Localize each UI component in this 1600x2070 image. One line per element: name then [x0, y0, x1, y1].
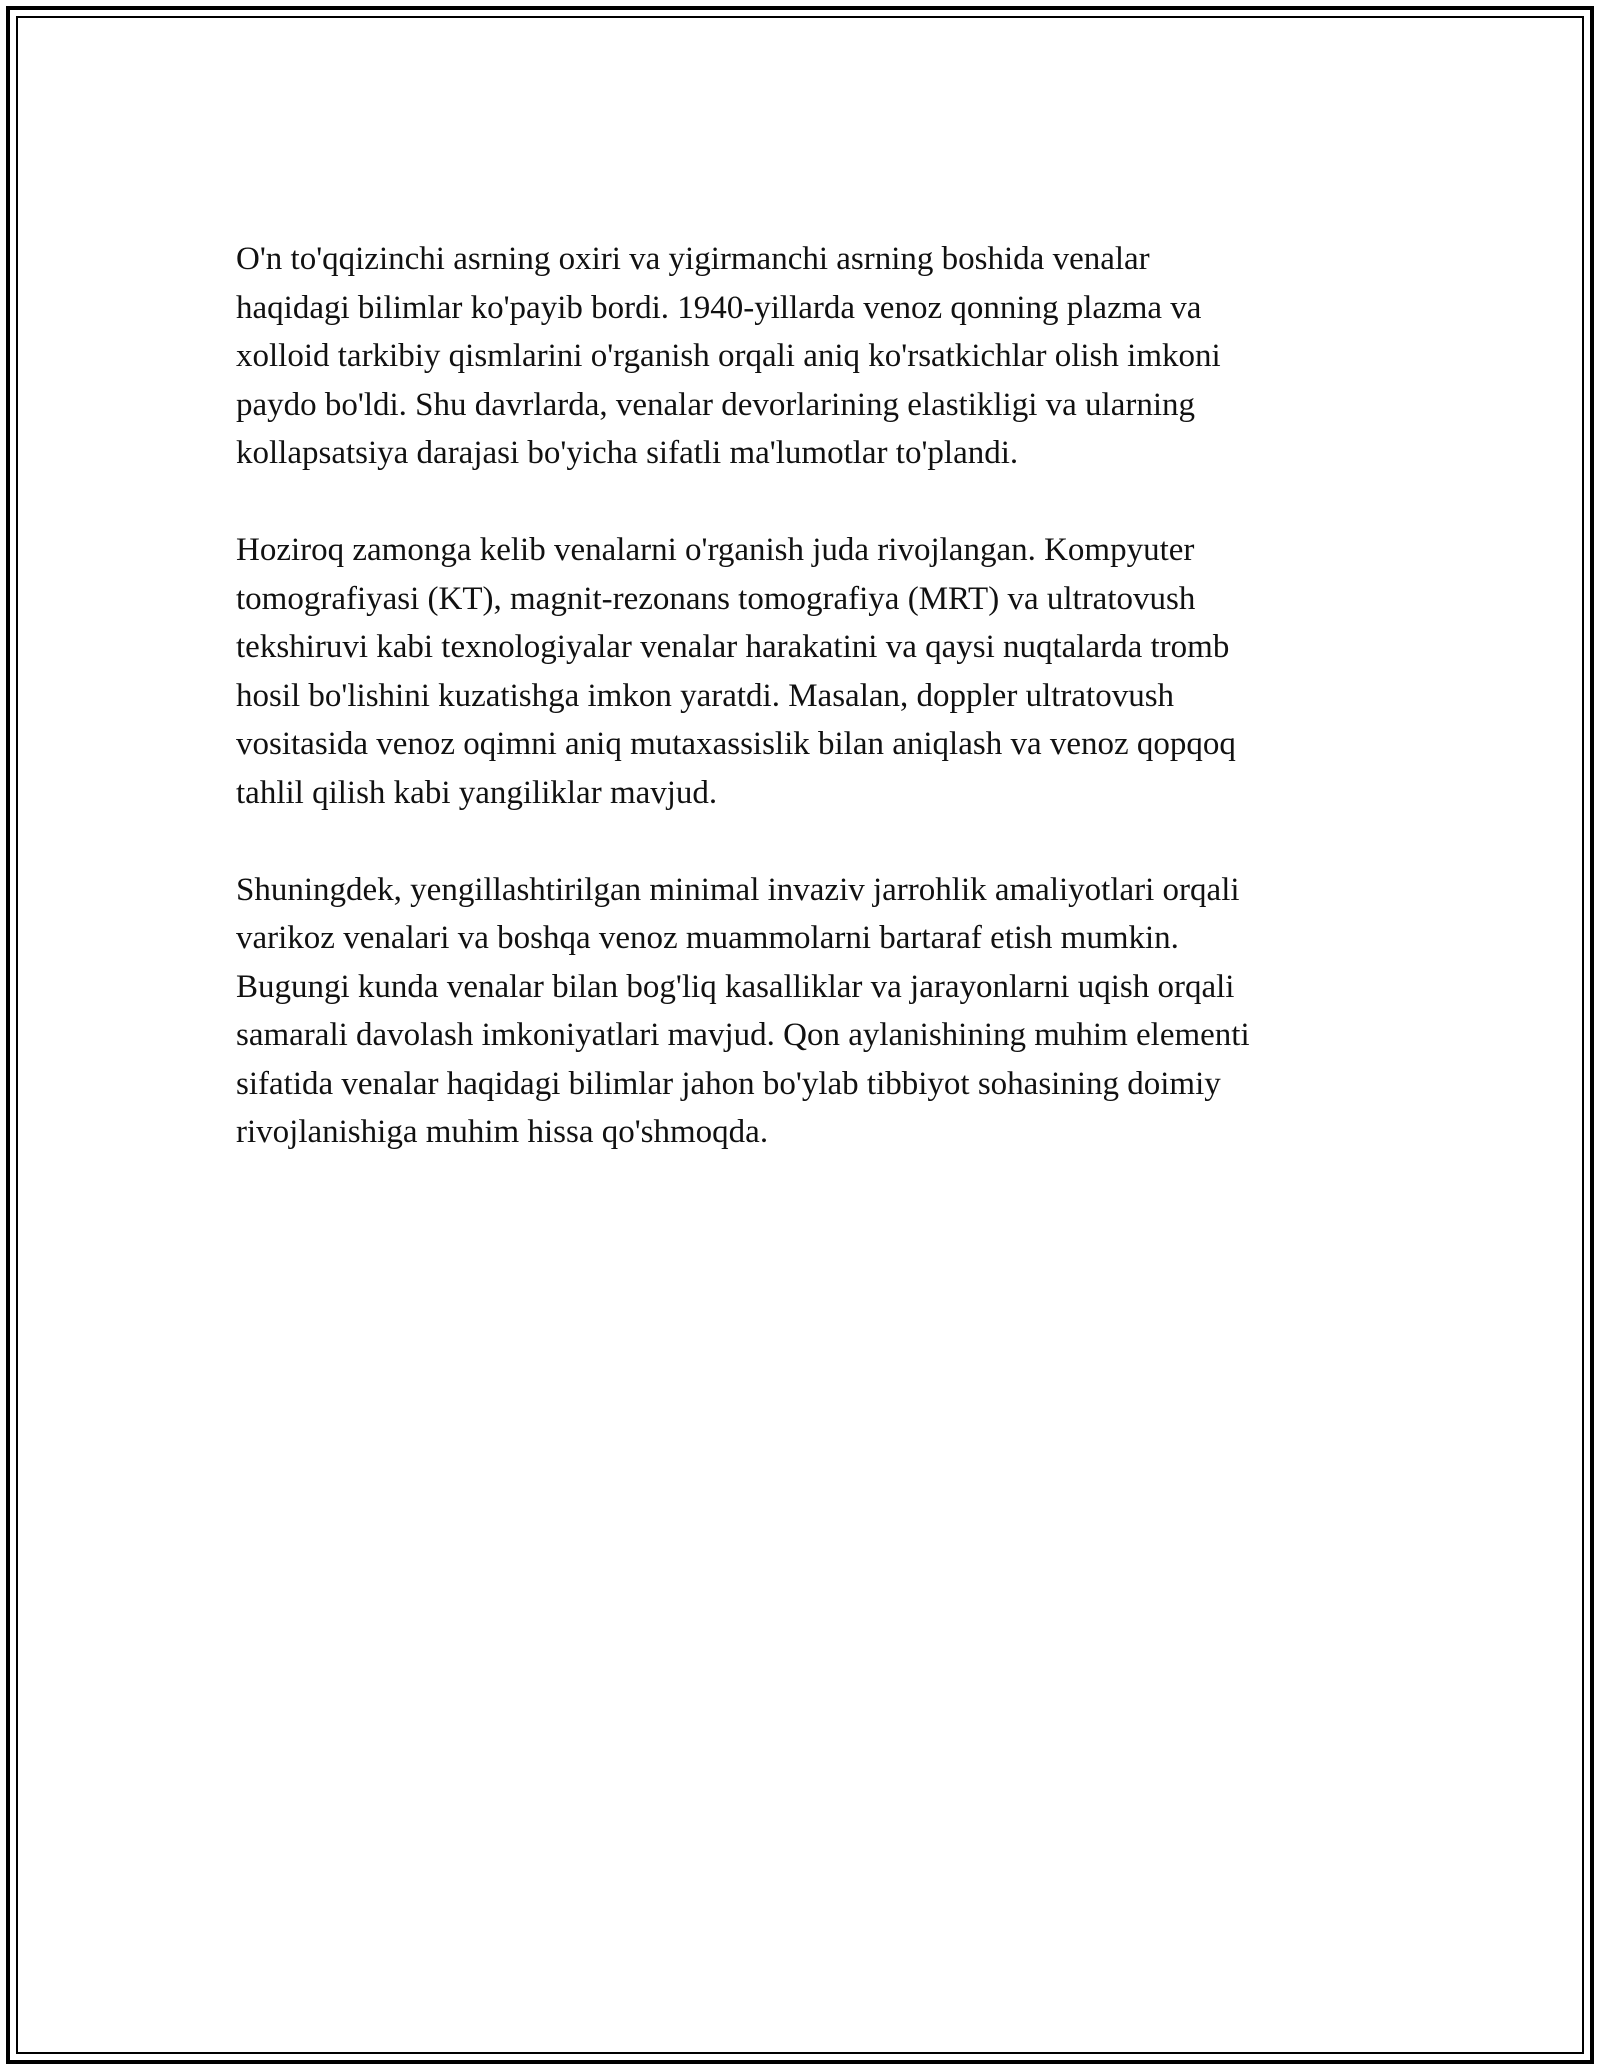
text-line: varikoz venalari va boshqa venoz muammolarni bartaraf etish mumkin. [236, 920, 1179, 956]
text-line: sifatida venalar haqidagi bilimlar jahon bo'ylab tibbiyot sohasining doimiy [236, 1065, 1221, 1102]
text-line: Hoziroq zamonga kelib venalarni o'rganish juda rivojlangan. Kompyuter [236, 532, 1195, 568]
document-body [236, 235, 1386, 1205]
text-line: tekshiruvi kabi texnologiyalar venalar harakatini va qaysi nuqtalarda tromb [236, 629, 1230, 665]
text-line: tomografiyasi (KT), magnit-rezonans tomografiya (MRT) va ultratovush [236, 580, 1196, 617]
text-line: haqidagi bilimlar ko'payib bordi. 1940-yillarda venoz qonning plazma va [236, 289, 1202, 326]
text-line: kollapsatsiya darajasi bo'yicha sifatli ma'lumotlar to'plandi. [236, 435, 1019, 471]
text-line: rivojlanishiga muhim hissa qo'shmoqda. [236, 1114, 769, 1150]
paragraph-2 [236, 526, 1386, 817]
text-line: vositasida venoz oqimni aniq mutaxassislik bilan aniqlash va venoz qopqoq [236, 726, 1236, 762]
text-line: Bugungi kunda venalar bilan bog'liq kasalliklar va jarayonlarni uqish orqali [236, 968, 1235, 1005]
text-line: tahlil qilish kabi yangiliklar mavjud. [236, 774, 718, 811]
text-line: xolloid tarkibiy qismlarini o'rganish orqali aniq ko'rsatkichlar olish imkoni [236, 338, 1221, 374]
text-line: hosil bo'lishini kuzatishga imkon yaratdi. Masalan, doppler ultratovush [236, 677, 1175, 714]
text-line: samarali davolash imkoniyatlari mavjud. Qon aylanishining muhim elementi [236, 1017, 1250, 1053]
text-line: paydo bo'ldi. Shu davrlarda, venalar devorlarining elastikligi va ularning [236, 386, 1196, 423]
text-line: O'n to'qqizinchi asrning oxiri va yigirmanchi asrning boshida venalar [236, 241, 1150, 277]
text-line: Shuningdek, yengillashtirilgan minimal invaziv jarrohlik amaliyotlari orqali [236, 871, 1240, 908]
paragraph-1 [236, 235, 1386, 478]
paragraph-3 [236, 866, 1386, 1157]
